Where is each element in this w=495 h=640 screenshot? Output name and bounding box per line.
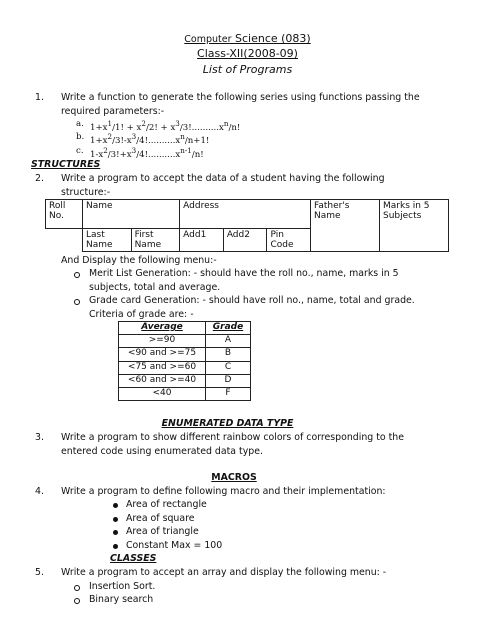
- q1-series-c-letter: c.: [76, 146, 84, 156]
- q3-text-line2: entered code using enumerated data type.: [61, 446, 263, 457]
- q2-display-menu: And Display the following menu:-: [61, 255, 217, 266]
- section-macros: MACROS: [211, 472, 257, 483]
- table-row: <40 F: [119, 387, 251, 400]
- q1-series-b: $1+x^2/3!-x^3/4!..........x^n/n+1$!: [90, 132, 210, 146]
- q2-number: 2.: [35, 173, 44, 184]
- student-structure-table: [45, 199, 449, 252]
- table-row: <60 and >=40 D: [119, 374, 251, 387]
- q2-option-merit-line1: Merit List Generation: - should have the roll no., name, marks in 5: [89, 268, 399, 279]
- q4-item-constant: Constant Max = 100: [126, 540, 223, 551]
- bullet-icon: [113, 530, 118, 535]
- q2-text-line2: structure:-: [61, 187, 111, 198]
- q1-series-a-letter: a.: [76, 119, 84, 129]
- q1-series-a: $1+x^1/1$! + $x^2/2$! + $x^3/3!..........x^n/n$!: [90, 119, 241, 133]
- q2-grade-criteria: Criteria of grade are: -: [89, 309, 194, 320]
- bullet-icon: [113, 503, 118, 508]
- q4-item-triangle: Area of triangle: [126, 526, 199, 537]
- circle-bullet-icon: [74, 585, 80, 591]
- q1-number: 1.: [35, 92, 44, 103]
- q1-text-line2: required parameters:-: [61, 106, 165, 117]
- q4-number: 4.: [35, 486, 44, 497]
- circle-bullet-icon: [74, 299, 80, 305]
- section-classes: CLASSES: [110, 553, 157, 564]
- q5-text: Write a program to accept an array and display the following menu: -: [61, 567, 387, 578]
- col-roll-no: Roll No.: [46, 200, 83, 229]
- circle-bullet-icon: [74, 598, 80, 604]
- table-row: >=90 A: [119, 335, 251, 348]
- q5-option-binary-search: Binary search: [89, 594, 154, 605]
- grade-header-average: Average: [119, 322, 206, 335]
- q2-option-merit-line2: subjects, total and average.: [89, 282, 221, 293]
- q1-series-c: $1-x^2/3!+x^3/4!..........x^{n-1}/n$!: [90, 146, 204, 160]
- grade-header-grade: Grade: [206, 322, 251, 335]
- blank-cell: [46, 229, 83, 252]
- header-list-title: List of Programs: [202, 63, 293, 76]
- bullet-icon: [113, 544, 118, 549]
- col-fathers-name: Father's Name: [311, 200, 380, 252]
- col-address: Address: [180, 200, 311, 229]
- q3-number: 3.: [35, 432, 44, 443]
- col-marks: Marks in 5 Subjects: [380, 200, 449, 252]
- q4-item-square: Area of square: [126, 513, 195, 524]
- q3-text-line1: Write a program to show different rainbow colors of corresponding to the: [61, 432, 405, 443]
- q2-option-grade-card: Grade card Generation: - should have roll no., name, total and grade.: [89, 295, 415, 306]
- col-add1: Add1: [180, 229, 224, 252]
- header-line1: Computer Science (083): [184, 32, 311, 45]
- col-pin-code: Pin Code: [267, 229, 311, 252]
- grade-criteria-table: [118, 321, 251, 401]
- q1-text-line1: Write a function to generate the following series using functions passing the: [61, 92, 420, 103]
- section-structures: STRUCTURES: [31, 159, 101, 170]
- table-row: <90 and >=75 B: [119, 348, 251, 361]
- circle-bullet-icon: [74, 272, 80, 278]
- col-first-name: First Name: [131, 229, 180, 252]
- header-class: Class-XII(2008-09): [197, 47, 298, 60]
- q4-item-rectangle: Area of rectangle: [126, 499, 207, 510]
- table-row: <75 and >=60 C: [119, 361, 251, 374]
- bullet-icon: [113, 517, 118, 522]
- col-last-name: Last Name: [83, 229, 132, 252]
- q5-option-insertion-sort: Insertion Sort.: [89, 581, 156, 592]
- q4-text: Write a program to define following macro and their implementation:: [61, 486, 386, 497]
- col-add2: Add2: [223, 229, 267, 252]
- q5-number: 5.: [35, 567, 44, 578]
- q2-text-line1: Write a program to accept the data of a student having the following: [61, 173, 385, 184]
- section-enumerated: ENUMERATED DATA TYPE: [161, 418, 294, 429]
- col-name: Name: [83, 200, 180, 229]
- q1-series-b-letter: b.: [76, 132, 85, 142]
